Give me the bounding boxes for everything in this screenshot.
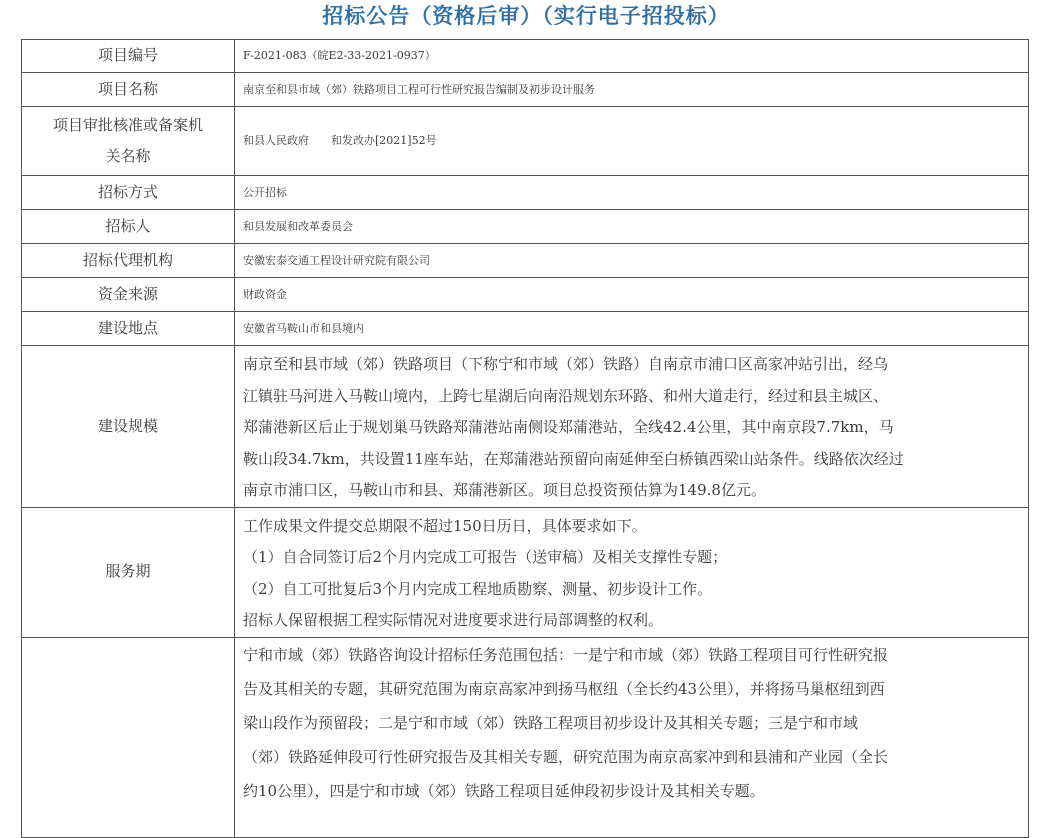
row-value-funding-source: 财政资金 <box>235 278 1029 312</box>
notice-title: 招标公告（资格后审）（实行电子招投标） <box>322 4 730 28</box>
table-row <box>22 278 1029 312</box>
row-label-scale: 建设规模 <box>22 346 235 508</box>
row-value-approval-authority: 和县人民政府 和发改办[2021]52号 <box>235 107 1029 176</box>
label-line: 项目审批核准或备案机 <box>52 115 203 134</box>
row-label-approval-authority <box>22 107 235 176</box>
table-row <box>22 312 1029 346</box>
row-label-agency: 招标代理机构 <box>22 244 235 278</box>
text-line: （郊）铁路延伸段可行性研究报告及其相关专题，研究范围为南京高家冲到和县浦和产业园（全长 <box>243 747 889 766</box>
table-row <box>22 210 1029 244</box>
text-line: 宁和市域（郊）铁路咨询设计招标任务范围包括：一是宁和市域（郊）铁路工程项目可行性研究报 <box>243 645 889 664</box>
table-row <box>22 176 1029 210</box>
row-label-project-name: 项目名称 <box>22 73 235 107</box>
row-value-scope <box>235 637 1029 837</box>
table-row <box>22 244 1029 278</box>
row-label-service-period: 服务期 <box>22 507 235 637</box>
table-row <box>22 507 1029 637</box>
row-value-agency: 安徽宏泰交通工程设计研究院有限公司 <box>235 244 1029 278</box>
text-line: 告及其相关的专题，其研究范围为南京高家冲到扬马枢纽（全长约43公里），并将扬马巢枢纽到西 <box>243 679 885 698</box>
text-line: （1）自合同签订后2个月内完成工可报告（送审稿）及相关支撑性专题； <box>243 548 728 566</box>
text-line: 南京至和县市域（郊）铁路项目（下称宁和市域（郊）铁路）自南京市浦口区高家冲站引出，经乌 <box>243 355 889 373</box>
row-value-tenderer: 和县发展和改革委员会 <box>235 210 1029 244</box>
table-row <box>22 40 1029 73</box>
text-line: 郑蒲港新区后止于规划巢马铁路郑蒲港站南侧设郑蒲港站，全线42.4公里，其中南京段7.7km，马 <box>243 418 894 436</box>
label-line: 关名称 <box>105 147 151 165</box>
row-label-bid-method: 招标方式 <box>22 176 235 210</box>
table-row <box>22 637 1029 837</box>
row-label-tenderer: 招标人 <box>22 210 235 244</box>
row-value-service-period <box>235 507 1029 637</box>
row-label-location: 建设地点 <box>22 312 235 346</box>
row-value-project-number: F-2021-083（皖E2-33-2021-0937） <box>235 40 1029 73</box>
row-value-bid-method: 公开招标 <box>235 176 1029 210</box>
notice-table <box>21 39 1029 838</box>
text-line: 鞍山段34.7km，共设置11座车站，在郑蒲港站预留向南延伸至白桥镇西梁山站条件。线路依次经过 <box>243 449 904 468</box>
table-row <box>22 73 1029 107</box>
row-label-funding-source: 资金来源 <box>22 278 235 312</box>
text-line: 南京市浦口区，马鞍山市和县、郑蒲港新区。项目总投资预估算为149.8亿元。 <box>243 481 766 499</box>
row-value-scale <box>235 346 1029 508</box>
row-value-location: 安徽省马鞍山市和县境内 <box>235 312 1029 346</box>
text-line: 梁山段作为预留段；二是宁和市域（郊）铁路工程项目初步设计及其相关专题；三是宁和市域 <box>243 713 859 732</box>
text-line: 招标人保留根据工程实际情况对进度要求进行局部调整的权利。 <box>243 611 664 629</box>
row-label-scope <box>22 637 235 837</box>
table-row <box>22 107 1029 176</box>
text-line: 约10公里），四是宁和市域（郊）铁路工程项目延伸段初步设计及其相关专题。 <box>243 781 765 800</box>
table-row <box>22 346 1029 508</box>
text-line: 工作成果文件提交总期限不超过150日历日，具体要求如下。 <box>243 516 647 535</box>
text-line: 江镇驻马河进入马鞍山境内，上跨七星湖后向南沿规划东环路、和州大道走行，经过和县主城区、 <box>243 386 889 405</box>
row-value-project-name: 南京至和县市域（郊）铁路项目工程可行性研究报告编制及初步设计服务 <box>235 73 1029 107</box>
text-line: （2）自工可批复后3个月内完成工程地质勘察、测量、初步设计工作。 <box>243 579 713 598</box>
row-label-project-number: 项目编号 <box>22 40 235 73</box>
